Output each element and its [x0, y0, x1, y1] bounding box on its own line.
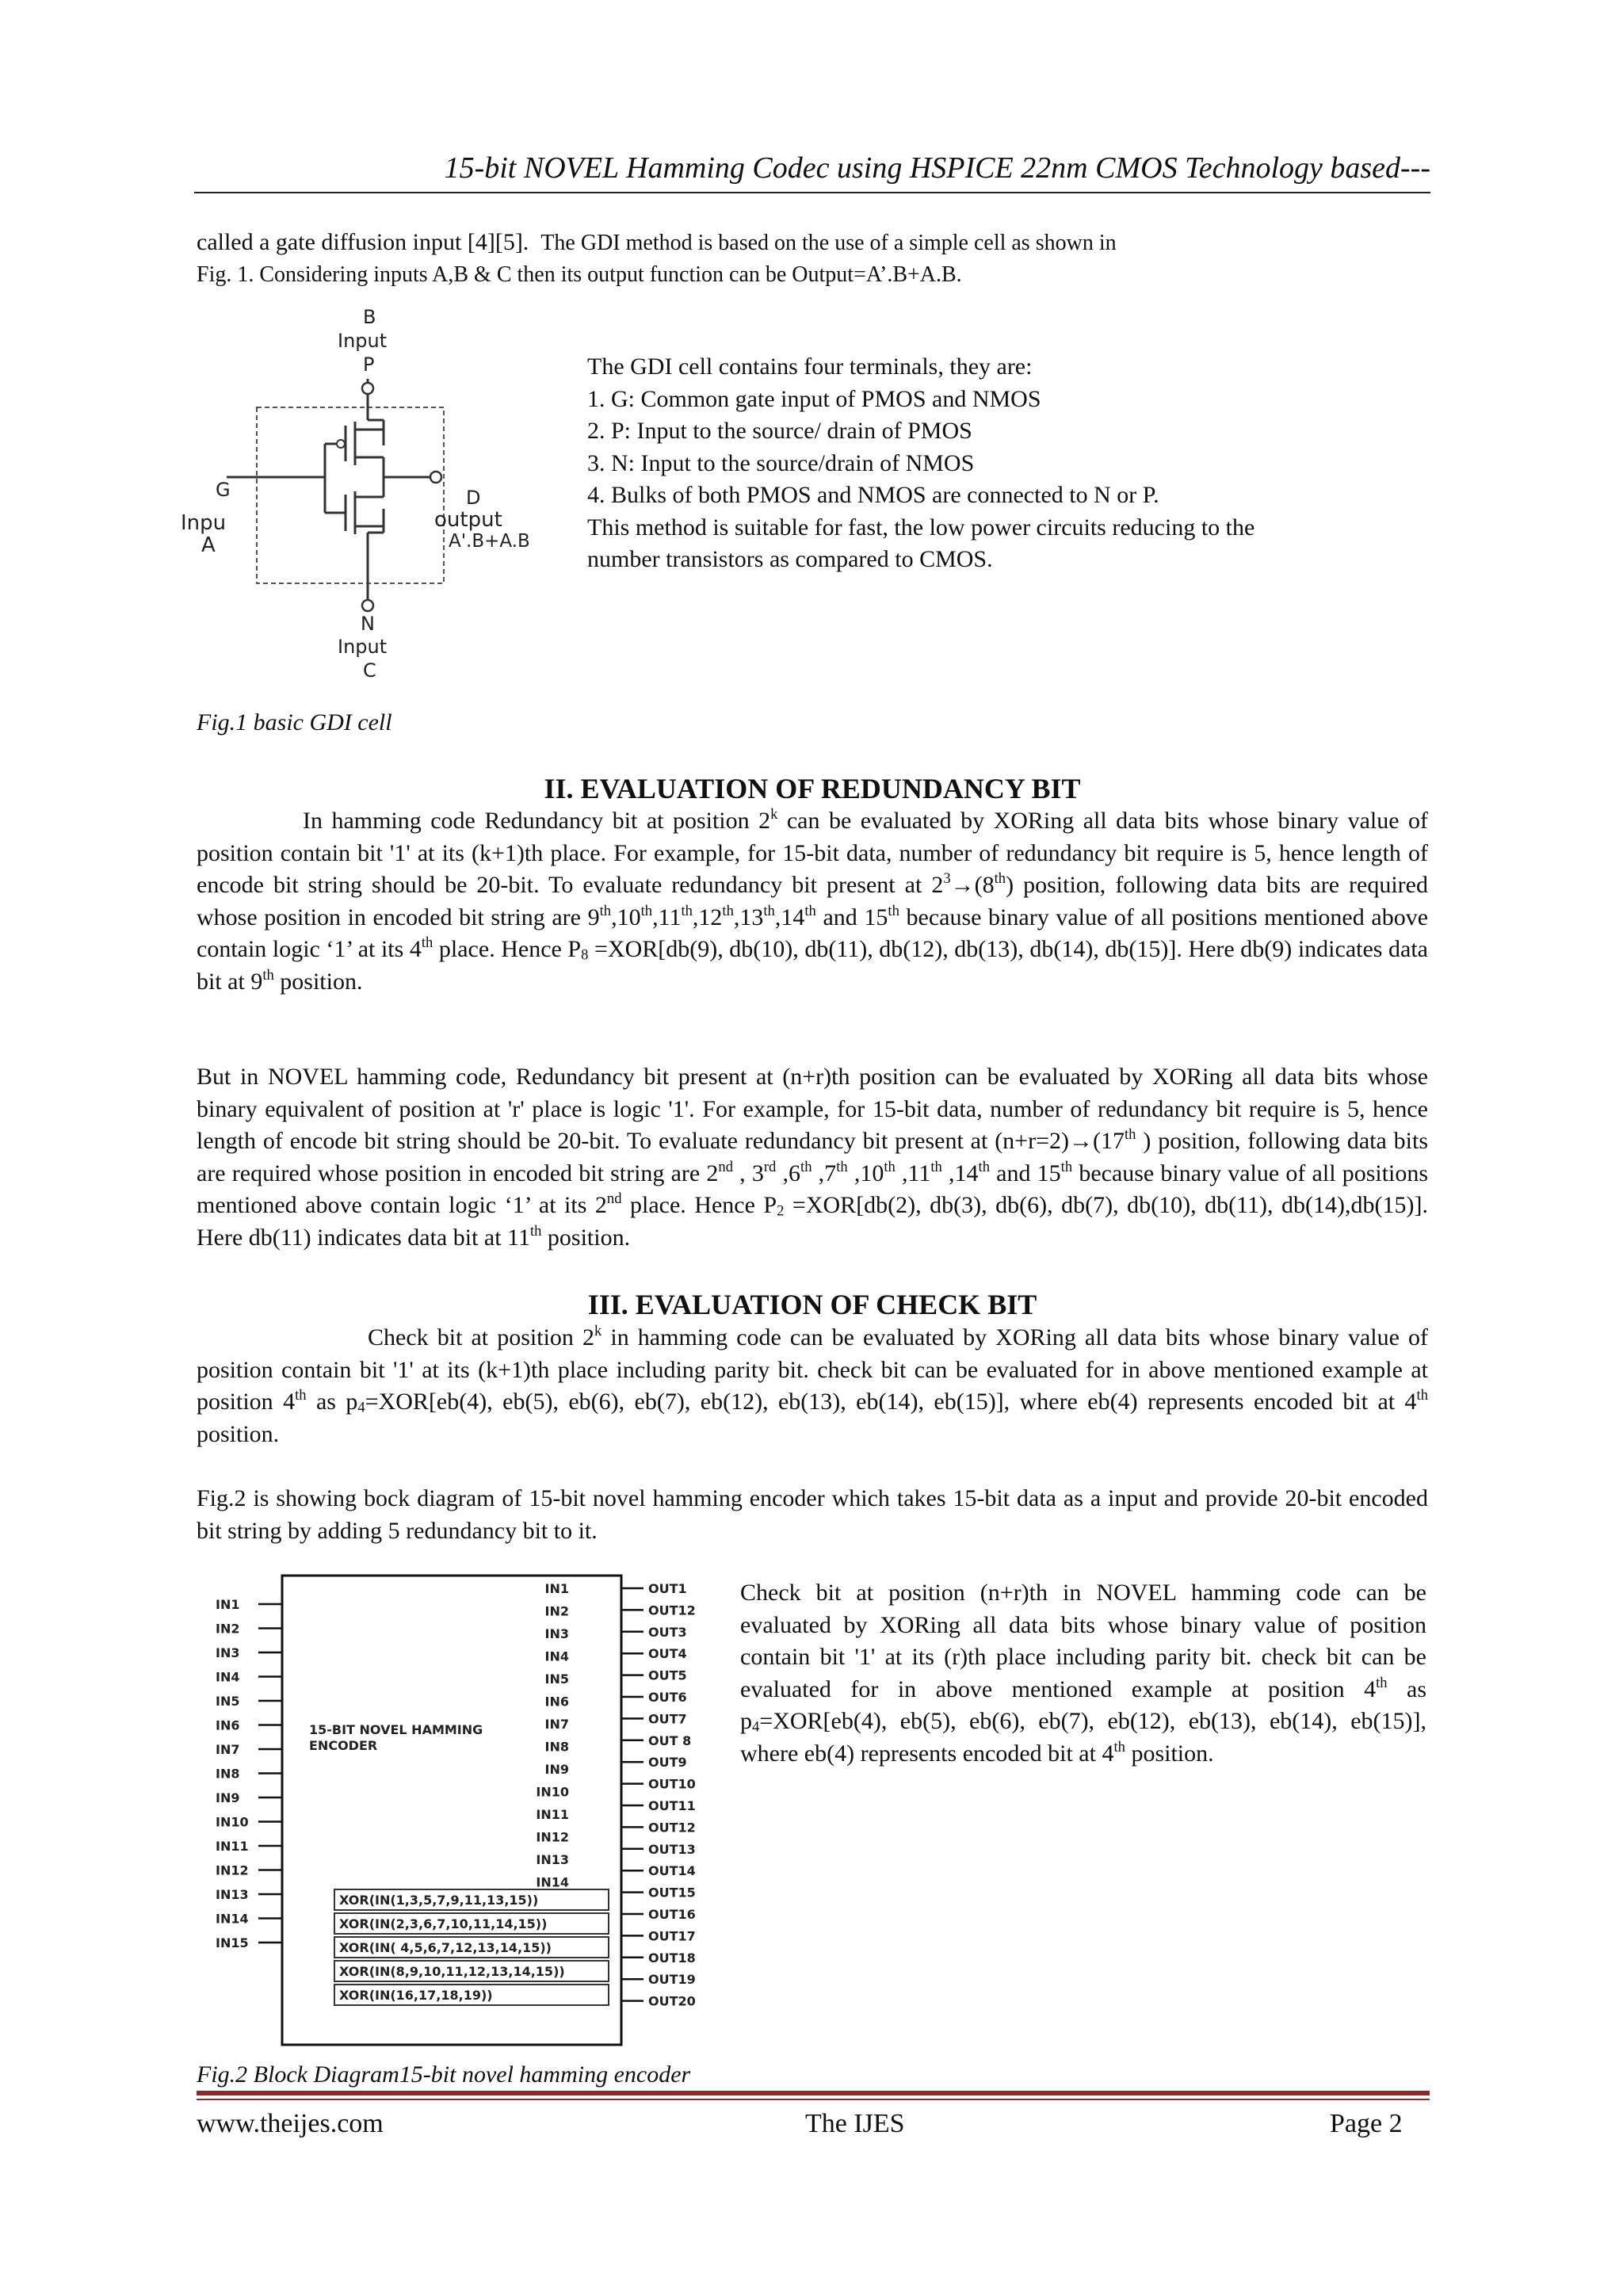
input-label: IN2 [216, 1621, 240, 1637]
inner-input-label: IN3 [544, 1626, 569, 1641]
section-3-paragraph-2: Fig.2 is showing bock diagram of 15-bit novel hamming encoder which takes 15-bit data as a input and provide 20-bit encoded bit string by adding 5 redundancy bit to it. [197, 1485, 1428, 1544]
label-b-input: Input [338, 330, 388, 352]
gdi-line: 2. P: Input to the source/ drain of PMOS [587, 418, 972, 444]
label-c: C [363, 659, 376, 682]
xor-box-label: XOR(IN(2,3,6,7,10,11,14,15)) [339, 1916, 548, 1931]
inner-input-label: IN7 [544, 1717, 569, 1732]
label-output: output [434, 508, 502, 532]
output-label: OUT4 [648, 1646, 687, 1662]
label-c-input: Input [338, 636, 388, 658]
label-a-input: Inpu [181, 511, 227, 535]
inner-input-label: IN12 [536, 1829, 569, 1845]
output-label: OUT5 [648, 1668, 687, 1683]
input-label: IN7 [216, 1742, 240, 1757]
inner-input-label: IN5 [544, 1671, 569, 1687]
output-label: OUT12 [648, 1820, 696, 1836]
output-label: OUT13 [648, 1841, 696, 1857]
encoder-title: 15-BIT NOVEL HAMMING [309, 1722, 483, 1737]
inner-input-label: IN6 [544, 1694, 569, 1710]
xor-box-label: XOR(IN( 4,5,6,7,12,13,14,15)) [339, 1940, 552, 1955]
fig2-caption: Fig.2 Block Diagram15-bit novel hamming encoder [197, 2061, 691, 2088]
inner-input-label: IN2 [544, 1603, 569, 1619]
label-n: N [361, 613, 375, 635]
footer-page-number: Page 2 [1330, 2109, 1403, 2138]
input-label: IN11 [216, 1839, 249, 1854]
inner-input-label: IN8 [544, 1739, 569, 1755]
input-label: IN3 [216, 1645, 240, 1660]
gdi-line: number transistors as compared to CMOS. [587, 546, 993, 572]
label-p: P [363, 353, 375, 376]
input-label: IN12 [216, 1862, 249, 1878]
input-label: IN10 [216, 1814, 249, 1830]
input-label: IN9 [216, 1790, 240, 1805]
inner-input-label: IN10 [536, 1784, 569, 1800]
gdi-line: 4. Bulks of both PMOS and NMOS are connected to N or P. [587, 482, 1159, 508]
output-label: OUT16 [648, 1907, 696, 1922]
gdi-cell-figure [176, 303, 572, 699]
running-header: 15-bit NOVEL Hamming Codec using HSPICE 22nm CMOS Technology based--- [444, 151, 1430, 185]
section-2-paragraph-2: But in NOVEL hamming code, Redundancy bit present at (n+r)th position can be evaluated by XORing all data bits whose binary equivalent of position at 'r' place is logic '1'. For example, for 15-bit data, number of redundancy bit require is 5, hence length of encode bit string should be 20-bit. To evaluate redundancy bit present at (n+r=2)→(17th ) position, following data bits are required whose position in encoded bit string are 2nd , 3rd ,6th ,7th ,10th ,11th ,14th and 15th because binary value of all positions mentioned above contain logic ‘1’ at its 2nd place. Hence $P_2 =XOR[db(2)$, db(3), db(6), db(7), db(10), db(11), db(14),db(15)]. Here db(11) indicates data bit at 11th position. [197, 1064, 1429, 1251]
section-2-heading: II. EVALUATION OF REDUNDANCY BIT [544, 773, 1081, 804]
inner-input-label: IN13 [536, 1852, 569, 1867]
footer-journal: The IJES [805, 2109, 905, 2138]
output-label: OUT20 [648, 1993, 696, 2009]
label-output-function: A'.B+A.B [449, 531, 530, 552]
xor-box-label: XOR(IN(16,17,18,19)) [339, 1988, 493, 2003]
intro-line2: Fig. 1. Considering inputs A,B & C then its output function can be Output=A’.B+A.B. [197, 262, 962, 287]
section-3-heading: III. EVALUATION OF CHECK BIT [587, 1289, 1037, 1320]
inner-input-label: IN1 [544, 1581, 569, 1596]
output-label: OUT3 [648, 1624, 687, 1640]
output-label: OUT7 [648, 1711, 687, 1727]
intro-text [197, 227, 1433, 291]
input-label: IN15 [216, 1935, 249, 1950]
label-b: B [363, 306, 376, 328]
label-g: G [216, 479, 231, 501]
encoder-title-2: ENCODER [309, 1738, 378, 1753]
footer-rule-thin [197, 2099, 1430, 2100]
output-label: OUT15 [648, 1885, 696, 1901]
output-label: OUT14 [648, 1863, 696, 1879]
inner-input-label: IN11 [536, 1807, 569, 1822]
output-label: OUT9 [648, 1755, 687, 1771]
xor-box-label: XOR(IN(8,9,10,11,12,13,14,15)) [339, 1964, 565, 1979]
fig1-caption: Fig.1 basic GDI cell [197, 709, 392, 735]
gdi-line: 3. N: Input to the source/drain of NMOS [587, 449, 975, 476]
inner-input-label: IN4 [544, 1648, 569, 1664]
section-3-paragraph-1: Check bit at position 2$^k$ in hamming code can be evaluated by XORing all data bits whose binary value of position contain bit '1' at its (k+1)th place including parity bit. check bit can be evaluated for in above mentioned example at position 4th as $p_4=XOR[eb(4)$, eb(5), eb(6), eb(7), eb(12), eb(13), eb(14), eb(15)], where eb(4) represents encoded bit at 4th position. [197, 1322, 1429, 1447]
gdi-dashed-box [257, 407, 444, 583]
intro-part1: called a gate diffusion input [4][5]. [197, 229, 529, 255]
xor-box-label: XOR(IN(1,3,5,7,9,11,13,15)) [339, 1893, 539, 1908]
input-label: IN8 [216, 1766, 240, 1782]
intro-part2: The GDI method is based on the use of a simple cell as shown in [540, 231, 1117, 255]
output-label: OUT11 [648, 1798, 696, 1813]
gdi-line: This method is suitable for fast, the low power circuits reducing to the [587, 514, 1255, 541]
input-label: IN5 [216, 1694, 240, 1709]
input-label: IN14 [216, 1911, 249, 1927]
output-label: OUT10 [648, 1776, 696, 1792]
section-2-paragraph-1: In hamming code Redundancy bit at position 2$^k$ can be evaluated by XORing all data bits whose binary value of position contain bit '1' at its (k+1)th place. For example, for 15-bit data, number of redundancy bit require is 5, hence length of encode bit string should be 20-bit. To evaluate redundancy bit present at $2^3\to(8th)$ position, following data bits are required whose position in encoded bit string are 9th,10th,11th,12th,13th,14th and 15th because binary value of all positions mentioned above contain logic ‘1’ at its 4th place. Hence $P_8 =XOR[db(9)$, db(10), db(11), db(12), db(13), db(14), db(15)]. Here db(9) indicates data bit at 9th position. [197, 805, 1429, 995]
section-3-paragraph-3: Check bit at position (n+r)th in NOVEL hamming code can be evaluated by XORing all data bits whose binary value of position contain bit '1' at its (r)th place including parity bit. check bit can be evaluated for in above mentioned example at position 4th as $p_4=XOR[eb(4)$, eb(5), eb(6), eb(7), eb(12), eb(13), eb(14), eb(15)], where eb(4) represents encoded bit at 4th position. [740, 1580, 1426, 1767]
input-label: IN6 [216, 1717, 240, 1733]
output-label: OUT 8 [648, 1733, 692, 1748]
output-label: OUT17 [648, 1928, 696, 1944]
gdi-line: 1. G: Common gate input of PMOS and NMOS [587, 385, 1041, 412]
output-label: OUT19 [648, 1972, 696, 1988]
output-label: OUT12 [648, 1603, 696, 1618]
footer-website: www.theijes.com [197, 2109, 384, 2138]
inner-input-label: IN14 [536, 1874, 569, 1890]
output-label: OUT18 [648, 1950, 696, 1966]
input-label: IN4 [216, 1669, 240, 1685]
footer-rule [197, 2091, 1430, 2095]
output-label: OUT6 [648, 1690, 687, 1705]
label-a: A [201, 533, 216, 557]
input-label: IN1 [216, 1597, 240, 1612]
header-divider [194, 192, 1430, 193]
gdi-terminal-list [587, 351, 1443, 576]
label-d: D [466, 487, 481, 509]
gdi-line: The GDI cell contains four terminals, they are: [587, 353, 1033, 380]
output-label: OUT1 [648, 1581, 687, 1596]
input-label: IN13 [216, 1887, 249, 1902]
inner-input-label: IN9 [544, 1762, 569, 1777]
encoder-block-diagram [198, 1568, 721, 2059]
